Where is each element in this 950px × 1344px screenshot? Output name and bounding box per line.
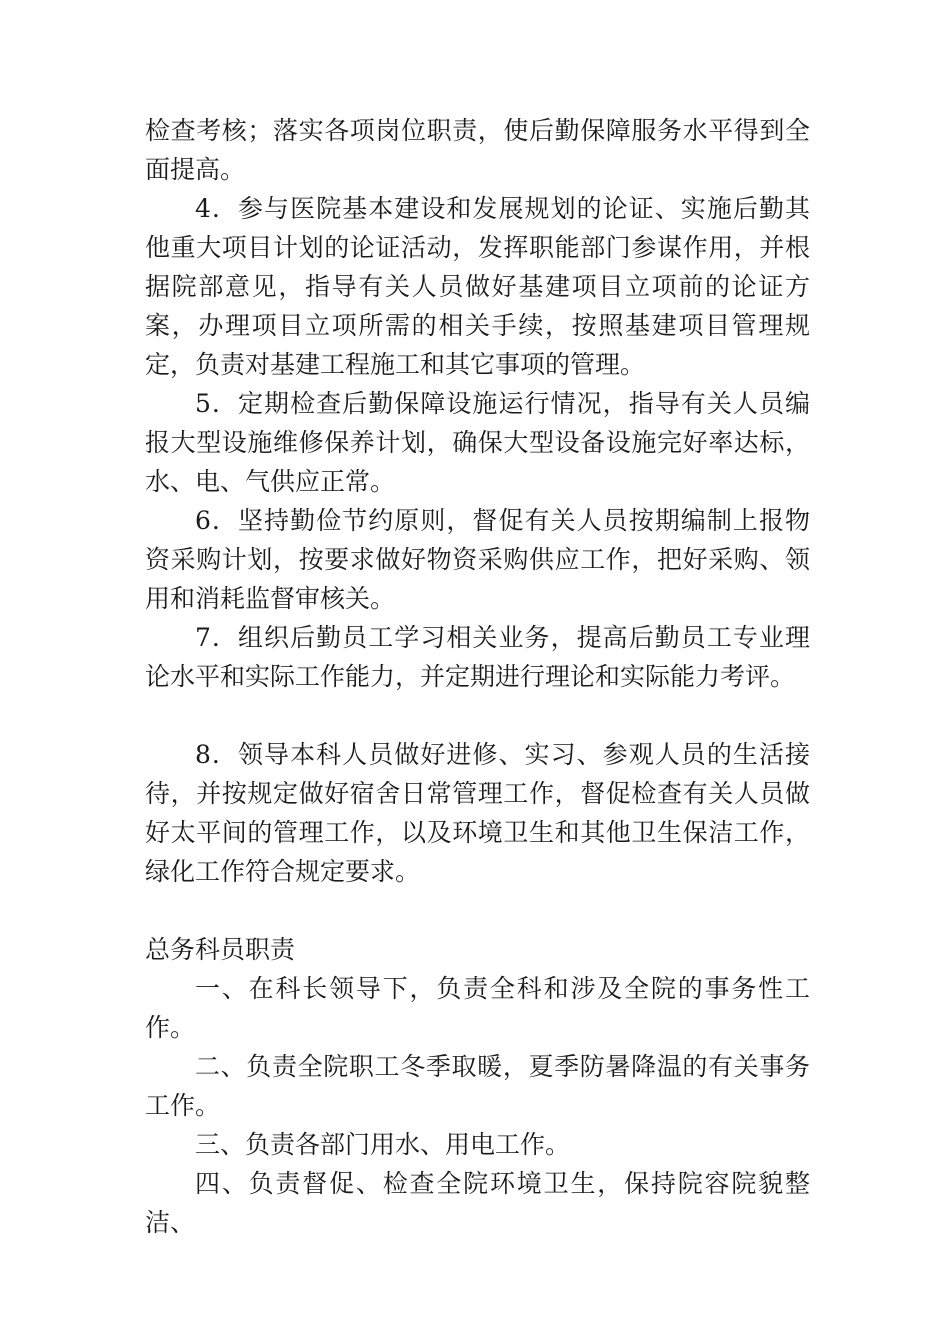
paragraph-item-7: 7．组织后勤员工学习相关业务，提高后勤员工专业理论水平和实际工作能力，并定期进行理论和实际能力考评。 xyxy=(145,623,810,691)
paragraph-item-6: 6．坚持勤俭节约原则，督促有关人员按期编制上报物资采购计划，按要求做好物资采购供应工作，把好采购、领用和消耗监督审核关。 xyxy=(145,506,810,613)
paragraph-item-8: 8．领导本科人员做好进修、实习、参观人员的生活接待，并按规定做好宿舍日常管理工作，督促检查有关人员做好太平间的管理工作，以及环境卫生和其他卫生保洁工作，绿化工作符合规定要求。 xyxy=(145,740,810,886)
paragraph-item-5: 5．定期检查后勤保障设施运行情况，指导有关人员编报大型设施维修保养计划，确保大型设备设施完好率达标，水、电、气供应正常。 xyxy=(145,389,810,496)
section-item-2: 二、负责全院职工冬季取暖，夏季防暑降温的有关事务工作。 xyxy=(145,1052,810,1120)
document-body xyxy=(145,111,810,1242)
paragraph-item-4: 4．参与医院基本建设和发展规划的论证、实施后勤其他重大项目计划的论证活动，发挥职能部门参谋作用，并根据院部意见，指导有关人员做好基建项目立项前的论证方案，办理项目立项所需的相关手续，按照基建项目管理规定，负责对基建工程施工和其它事项的管理。 xyxy=(145,194,810,379)
section-item-1: 一、在科长领导下，负责全科和涉及全院的事务性工作。 xyxy=(145,974,810,1042)
spacer xyxy=(145,891,810,930)
section-title: 总务科员职责 xyxy=(145,935,296,964)
spacer xyxy=(145,696,810,735)
section-item-3: 三、负责各部门用水、用电工作。 xyxy=(195,1130,571,1159)
section-item-4: 四、负责督促、检查全院环境卫生，保持院容院貌整洁、 xyxy=(145,1169,810,1237)
paragraph-continued: 检查考核；落实各项岗位职责，使后勤保障服务水平得到全面提高。 xyxy=(145,116,810,184)
